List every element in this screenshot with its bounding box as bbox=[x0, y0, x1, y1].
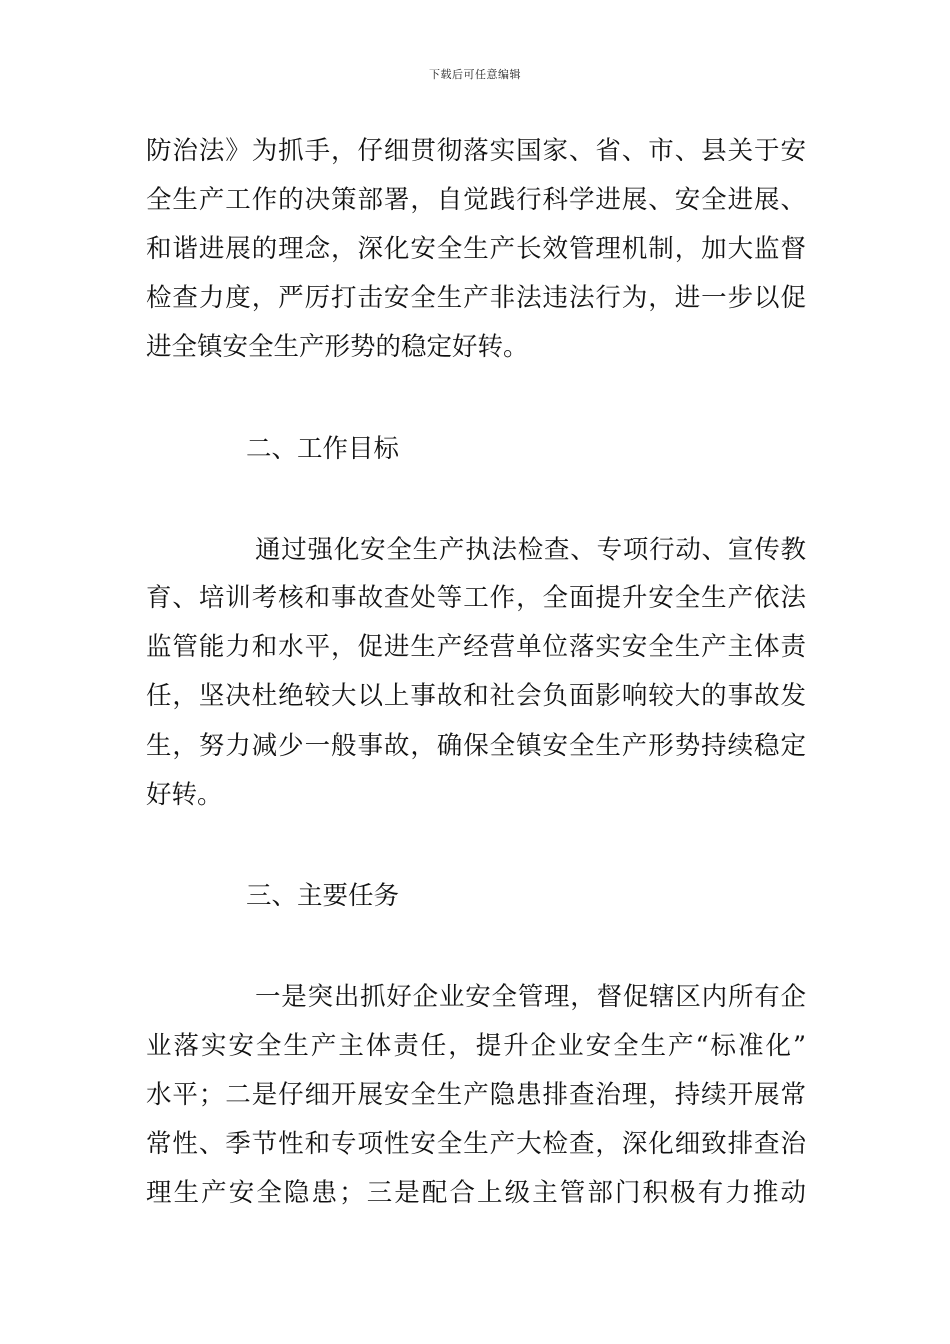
goal-line-3: 监管能力和水平，促进生产经营单位落实安全生产主体责 bbox=[146, 632, 806, 662]
intro-line-5: 进全镇安全生产形势的稳定好转。 bbox=[146, 332, 529, 362]
goal-line-5: 生，努力减少一般事故，确保全镇安全生产形势持续稳定 bbox=[146, 731, 806, 761]
tasks-line-2: 业落实安全生产主体责任，提升企业安全生产“标准化” bbox=[146, 1031, 806, 1061]
intro-line-3: 和谐进展的理念，深化安全生产长效管理机制，加大监督 bbox=[146, 234, 806, 264]
tasks-line-5: 理生产安全隐患；三是配合上级主管部门积极有力推动 bbox=[146, 1178, 806, 1208]
section-heading-tasks: 三、主要任务 bbox=[246, 881, 400, 911]
goal-line-2: 育、培训考核和事故查处等工作，全面提升安全生产依法 bbox=[146, 583, 806, 613]
goal-line-4: 任，坚决杜绝较大以上事故和社会负面影响较大的事故发 bbox=[146, 681, 806, 711]
header-note: 下载后可任意编辑 bbox=[429, 68, 521, 81]
goal-line-6: 好转。 bbox=[146, 780, 223, 810]
intro-line-1: 防治法》为抓手，仔细贯彻落实国家、省、市、县关于安 bbox=[146, 136, 806, 166]
goal-line-1: 通过强化安全生产执法检查、专项行动、宣传教 bbox=[255, 535, 806, 565]
tasks-line-1: 一是突出抓好企业安全管理，督促辖区内所有企 bbox=[255, 982, 806, 1012]
section-heading-goal: 二、工作目标 bbox=[246, 434, 400, 464]
tasks-line-3: 水平；二是仔细开展安全生产隐患排查治理，持续开展常 bbox=[146, 1080, 806, 1110]
intro-line-2: 全生产工作的决策部署，自觉践行科学进展、安全进展、 bbox=[146, 185, 806, 215]
intro-line-4: 检查力度，严厉打击安全生产非法违法行为，进一步以促 bbox=[146, 283, 806, 313]
tasks-line-4: 常性、季节性和专项性安全生产大检查，深化细致排查治 bbox=[146, 1129, 806, 1159]
